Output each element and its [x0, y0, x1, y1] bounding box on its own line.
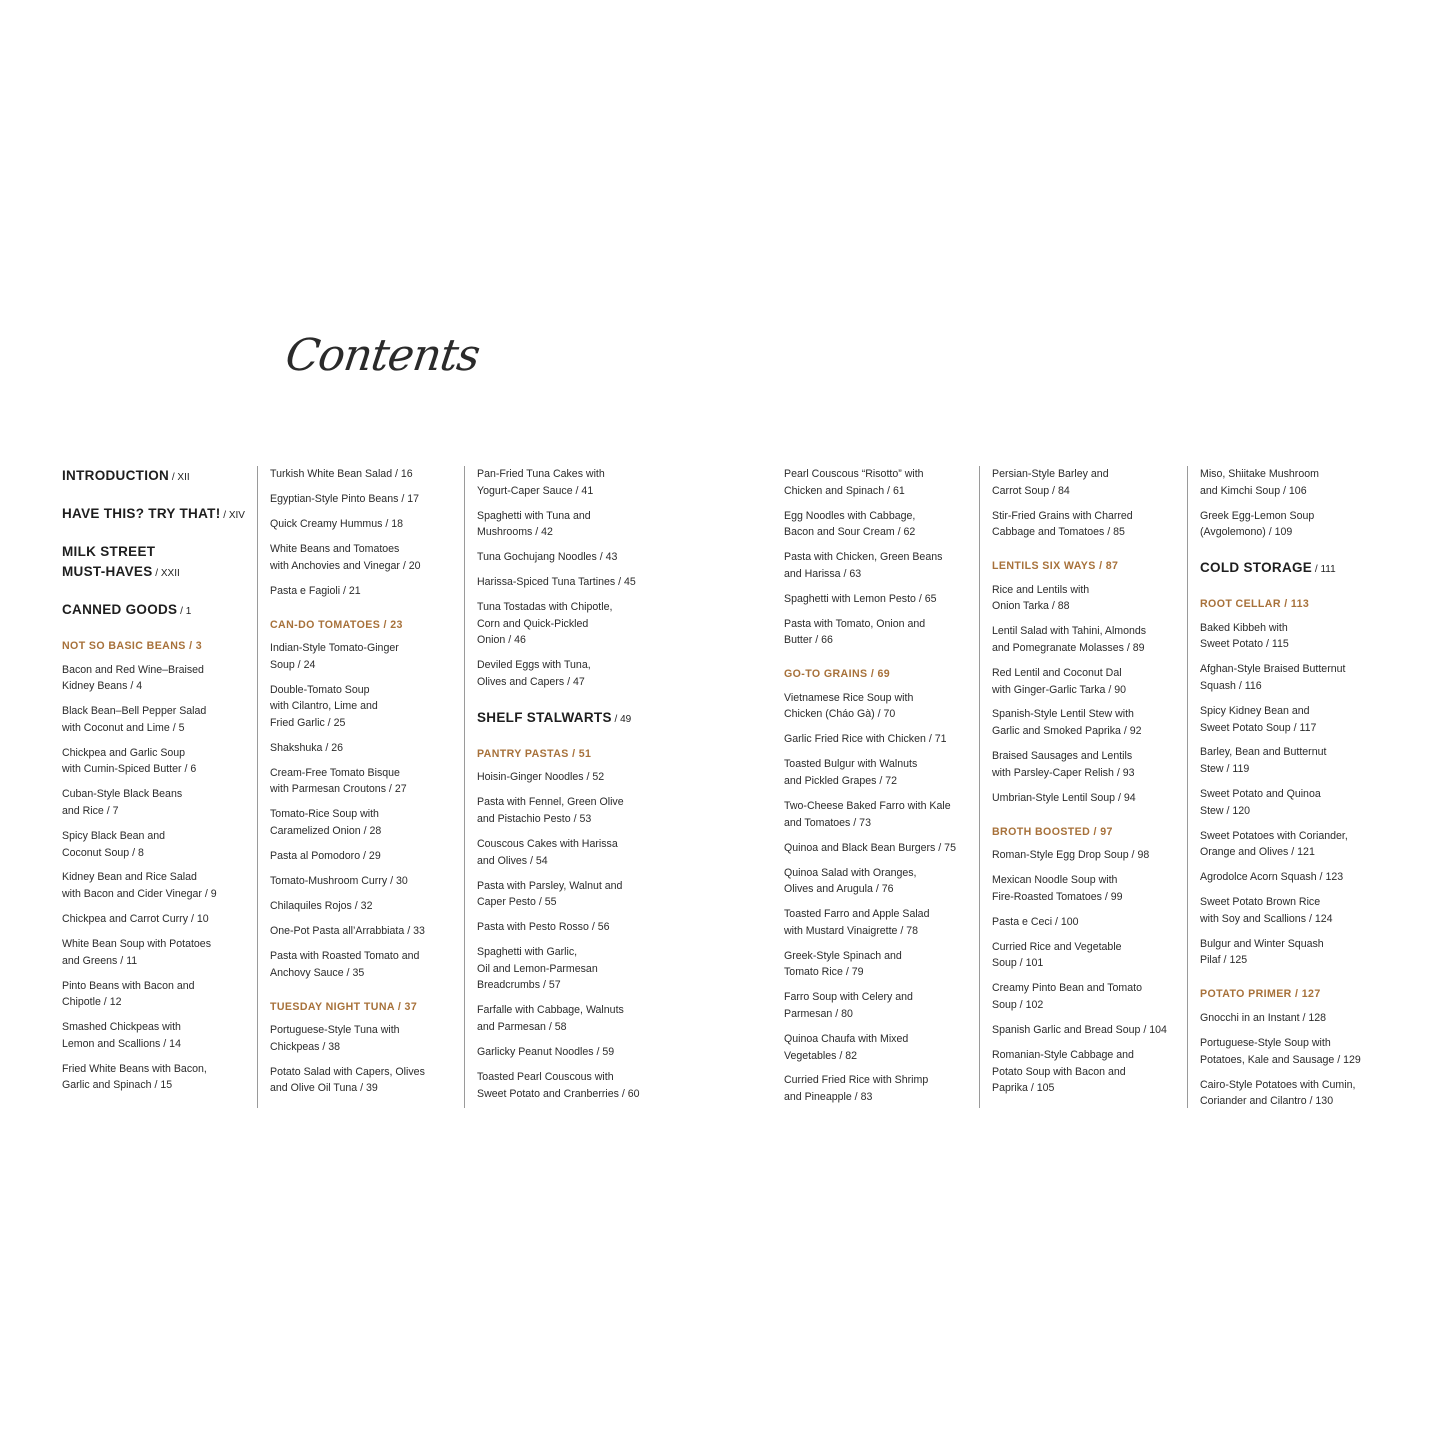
toc-recipe-entry: Umbrian-Style Lentil Soup / 94 [992, 791, 1136, 804]
toc-recipe-entry: Portuguese-Style Soup with Potatoes, Kale and Sausage / 129 [1200, 1036, 1361, 1066]
toc-recipe-entry: Sweet Potato Brown Rice with Soy and Scallions / 124 [1200, 896, 1333, 925]
toc-section-heading [477, 708, 664, 730]
toc-recipe-entry: Curried Fried Rice with Shrimp and Pineapple / 83 [784, 1074, 929, 1104]
section-page-number: / XIV [220, 510, 245, 521]
toc-chapter-heading: GO-TO GRAINS / 69 [784, 668, 891, 681]
toc-recipe-entry: One-Pot Pasta all’Arrabbiata / 33 [270, 924, 425, 937]
toc-recipe-entry: Egyptian-Style Pinto Beans / 17 [270, 492, 419, 505]
toc-recipe-entry: Garlic Fried Rice with Chicken / 71 [784, 733, 947, 746]
section-title: CANNED GOODS [62, 602, 178, 617]
section-page-number: / 49 [611, 713, 632, 725]
toc-recipe-entry: Creamy Pinto Bean and Tomato Soup / 102 [992, 982, 1142, 1011]
toc-section-heading [62, 600, 248, 622]
spacer [1200, 549, 1387, 558]
toc-chapter-heading: ROOT CELLAR / 113 [1200, 598, 1310, 611]
toc-recipe-entry: Stir-Fried Grains with Charred Cabbage and Tomatoes / 85 [992, 509, 1133, 539]
toc-recipe-entry: Portuguese-Style Tuna with Chickpeas / 38 [270, 1024, 400, 1053]
toc-recipe-entry: Pasta with Chicken, Green Beans and Harissa / 63 [784, 551, 943, 580]
toc-recipe-entry: Pinto Beans with Bacon and Chipotle / 12 [62, 979, 195, 1009]
toc-recipe-entry: Barley, Bean and Butternut Stew / 119 [1200, 746, 1327, 776]
toc-recipe-entry: Gnocchi in an Instant / 128 [1200, 1011, 1327, 1024]
toc-recipe-entry: Lentil Salad with Tahini, Almonds and Pomegranate Molasses / 89 [992, 625, 1147, 654]
toc-recipe-entry: Garlicky Peanut Noodles / 59 [477, 1045, 615, 1058]
section-title: INTRODUCTION [62, 468, 170, 483]
toc-recipe-entry: Toasted Farro and Apple Salad with Mustard Vinaigrette / 78 [784, 908, 930, 937]
toc-recipe-entry: Bulgur and Winter Squash Pilaf / 125 [1200, 937, 1324, 967]
toc-recipe-entry: Cuban-Style Black Beans and Rice / 7 [62, 788, 183, 817]
toc-column-4 [784, 466, 974, 1114]
toc-chapter-heading: POTATO PRIMER / 127 [1200, 988, 1321, 1001]
toc-recipe-entry: Quinoa and Black Bean Burgers / 75 [784, 841, 956, 854]
toc-recipe-entry: Farro Soup with Celery and Parmesan / 80 [784, 991, 913, 1020]
toc-recipe-entry: Greek Egg-Lemon Soup (Avgolemono) / 109 [1200, 509, 1315, 539]
toc-recipe-entry: Baked Kibbeh with Sweet Potato / 115 [1200, 621, 1289, 651]
toc-recipe-entry: Toasted Bulgur with Walnuts and Pickled Grapes / 72 [784, 758, 918, 788]
toc-recipe-entry: Quinoa Chaufa with Mixed Vegetables / 82 [784, 1032, 909, 1062]
spacer [270, 990, 457, 999]
section-title: MILK STREET MUST-HAVES [62, 544, 156, 579]
toc-section-heading [62, 542, 248, 584]
toc-recipe-entry: Pasta with Pesto Rosso / 56 [477, 921, 610, 934]
toc-column-6 [1187, 466, 1387, 1108]
spacer [1200, 977, 1387, 986]
toc-recipe-entry: Smashed Chickpeas with Lemon and Scallions / 14 [62, 1021, 181, 1050]
toc-recipe-entry: Couscous Cakes with Harissa and Olives / 54 [477, 838, 618, 867]
toc-recipe-entry: Spanish-Style Lentil Stew with Garlic and Smoked Paprika / 92 [992, 708, 1142, 738]
section-page-number: / XXII [152, 568, 180, 579]
toc-recipe-entry: Afghan-Style Braised Butternut Squash / 116 [1200, 663, 1346, 692]
page-title: Contents [282, 330, 483, 381]
toc-recipe-entry: White Bean Soup with Potatoes and Greens / 11 [62, 938, 211, 967]
toc-recipe-entry: Pasta with Roasted Tomato and Anchovy Sauce / 35 [270, 949, 420, 979]
toc-recipe-entry: Pan-Fried Tuna Cakes with Yogurt-Caper Sauce / 41 [477, 468, 605, 497]
toc-recipe-entry: Farfalle with Cabbage, Walnuts and Parmesan / 58 [477, 1004, 624, 1033]
toc-recipe-entry: Bacon and Red Wine–Braised Kidney Beans / 4 [62, 663, 204, 693]
toc-section-heading [62, 466, 248, 488]
toc-recipe-entry: Mexican Noodle Soup with Fire-Roasted Tomatoes / 99 [992, 874, 1123, 903]
toc-section-heading [1200, 558, 1387, 580]
toc-recipe-entry: Harissa-Spiced Tuna Tartines / 45 [477, 576, 636, 589]
toc-recipe-entry: Pasta with Fennel, Green Olive and Pistachio Pesto / 53 [477, 796, 624, 826]
toc-recipe-entry: Egg Noodles with Cabbage, Bacon and Sour Cream / 62 [784, 509, 916, 539]
toc-recipe-entry: Chickpea and Garlic Soup with Cumin-Spiced Butter / 6 [62, 746, 197, 776]
toc-recipe-entry: Quinoa Salad with Oranges, Olives and Arugula / 76 [784, 866, 917, 896]
toc-recipe-entry: Tomato-Rice Soup with Caramelized Onion / 28 [270, 808, 382, 838]
toc-recipe-entry: Rice and Lentils with Onion Tarka / 88 [992, 583, 1090, 613]
toc-recipe-entry: Persian-Style Barley and Carrot Soup / 84 [992, 468, 1109, 497]
toc-recipe-entry: Spicy Black Bean and Coconut Soup / 8 [62, 829, 166, 859]
section-title: SHELF STALWARTS [477, 709, 612, 725]
section-page-number: / 1 [177, 606, 192, 617]
toc-recipe-entry: Miso, Shiitake Mushroom and Kimchi Soup / 106 [1200, 468, 1319, 497]
toc-recipe-entry: Spanish Garlic and Bread Soup / 104 [992, 1023, 1167, 1036]
toc-recipe-entry: Spicy Kidney Bean and Sweet Potato Soup / 117 [1200, 704, 1317, 734]
spacer [477, 699, 664, 708]
toc-recipe-entry: Agrodolce Acorn Squash / 123 [1200, 871, 1344, 884]
toc-recipe-entry: Romanian-Style Cabbage and Potato Soup with Bacon and Paprika / 105 [992, 1048, 1134, 1095]
spacer [784, 657, 974, 666]
toc-chapter-heading: TUESDAY NIGHT TUNA / 37 [270, 1000, 418, 1013]
toc-recipe-entry: Pasta with Parsley, Walnut and Caper Pesto / 55 [477, 879, 623, 909]
section-title: COLD STORAGE [1200, 560, 1313, 576]
toc-recipe-entry: Toasted Pearl Couscous with Sweet Potato and Cranberries / 60 [477, 1070, 640, 1100]
toc-recipe-entry: Curried Rice and Vegetable Soup / 101 [992, 940, 1122, 970]
toc-recipe-entry: Shakshuka / 26 [270, 741, 344, 754]
toc-recipe-entry: Kidney Bean and Rice Salad with Bacon and Cider Vinegar / 9 [62, 871, 217, 901]
toc-recipe-entry: Cream-Free Tomato Bisque with Parmesan Croutons / 27 [270, 766, 407, 796]
toc-recipe-entry: Cairo-Style Potatoes with Cumin, Coriander and Cilantro / 130 [1200, 1078, 1356, 1108]
toc-section-heading [62, 504, 248, 526]
toc-recipe-entry: Two-Cheese Baked Farro with Kale and Tomatoes / 73 [784, 800, 951, 829]
toc-column-2 [257, 466, 457, 1108]
section-title: HAVE THIS? TRY THAT! [62, 506, 221, 521]
toc-recipe-entry: Greek-Style Spinach and Tomato Rice / 79 [784, 949, 902, 979]
toc-chapter-heading: PANTRY PASTAS / 51 [477, 747, 592, 760]
toc-recipe-entry: Spaghetti with Garlic, Oil and Lemon-Parmesan Breadcrumbs / 57 [477, 946, 598, 992]
toc-recipe-entry: Hoisin-Ginger Noodles / 52 [477, 771, 605, 784]
toc-recipe-entry: Spaghetti with Tuna and Mushrooms / 42 [477, 509, 591, 539]
toc-recipe-entry: Pasta e Fagioli / 21 [270, 584, 361, 597]
toc-recipe-entry: White Beans and Tomatoes with Anchovies and Vinegar / 20 [270, 542, 421, 572]
toc-recipe-entry: Black Bean–Bell Pepper Salad with Coconut and Lime / 5 [62, 705, 207, 734]
toc-recipe-entry: Red Lentil and Coconut Dal with Ginger-Garlic Tarka / 90 [992, 666, 1127, 696]
toc-recipe-entry: Deviled Eggs with Tuna, Olives and Capers / 47 [477, 659, 591, 688]
toc-recipe-entry: Spaghetti with Lemon Pesto / 65 [784, 592, 937, 605]
toc-recipe-entry: Potato Salad with Capers, Olives and Olive Oil Tuna / 39 [270, 1065, 425, 1095]
toc-recipe-entry: Chickpea and Carrot Curry / 10 [62, 913, 209, 926]
toc-recipe-entry: Tuna Gochujang Noodles / 43 [477, 551, 618, 564]
toc-chapter-heading: NOT SO BASIC BEANS / 3 [62, 640, 203, 652]
toc-recipe-entry: Pasta with Tomato, Onion and Butter / 66 [784, 617, 926, 647]
toc-recipe-entry: Fried White Beans with Bacon, Garlic and Spinach / 15 [62, 1062, 207, 1092]
toc-chapter-heading: CAN-DO TOMATOES / 23 [270, 618, 403, 631]
toc-column-3 [464, 466, 664, 1108]
toc-recipe-entry: Pasta e Ceci / 100 [992, 915, 1079, 928]
toc-recipe-entry: Tuna Tostadas with Chipotle, Corn and Quick-Pickled Onion / 46 [477, 601, 613, 647]
toc-recipe-entry: Turkish White Bean Salad / 16 [270, 468, 413, 480]
toc-recipe-entry: Pearl Couscous “Risotto” with Chicken and Spinach / 61 [784, 468, 924, 497]
toc-recipe-entry: Sweet Potatoes with Coriander, Orange and Olives / 121 [1200, 829, 1348, 859]
toc-chapter-heading: BROTH BOOSTED / 97 [992, 825, 1113, 838]
toc-recipe-entry: Double-Tomato Soup with Cilantro, Lime and Fried Garlic / 25 [270, 683, 378, 729]
toc-recipe-entry: Vietnamese Rice Soup with Chicken (Cháo Gà) / 70 [784, 691, 914, 721]
toc-chapter-heading: LENTILS SIX WAYS / 87 [992, 560, 1119, 573]
toc-recipe-entry: Tomato-Mushroom Curry / 30 [270, 874, 408, 887]
toc-recipe-entry: Roman-Style Egg Drop Soup / 98 [992, 849, 1150, 862]
spacer [270, 608, 457, 617]
section-page-number: / XII [169, 472, 190, 483]
toc-recipe-entry: Braised Sausages and Lentils with Parsley-Caper Relish / 93 [992, 750, 1135, 779]
toc-recipe-entry: Chilaquiles Rojos / 32 [270, 899, 373, 912]
toc-recipe-entry: Indian-Style Tomato-Ginger Soup / 24 [270, 642, 399, 671]
toc-recipe-entry: Sweet Potato and Quinoa Stew / 120 [1200, 788, 1321, 817]
spacer [992, 549, 1181, 558]
toc-recipe-entry: Quick Creamy Hummus / 18 [270, 517, 404, 530]
toc-column-5 [979, 466, 1181, 1108]
spacer [992, 815, 1181, 824]
section-page-number: / 111 [1312, 564, 1336, 576]
toc-column-1 [62, 466, 248, 1102]
toc-recipe-entry: Pasta al Pomodoro / 29 [270, 850, 381, 862]
